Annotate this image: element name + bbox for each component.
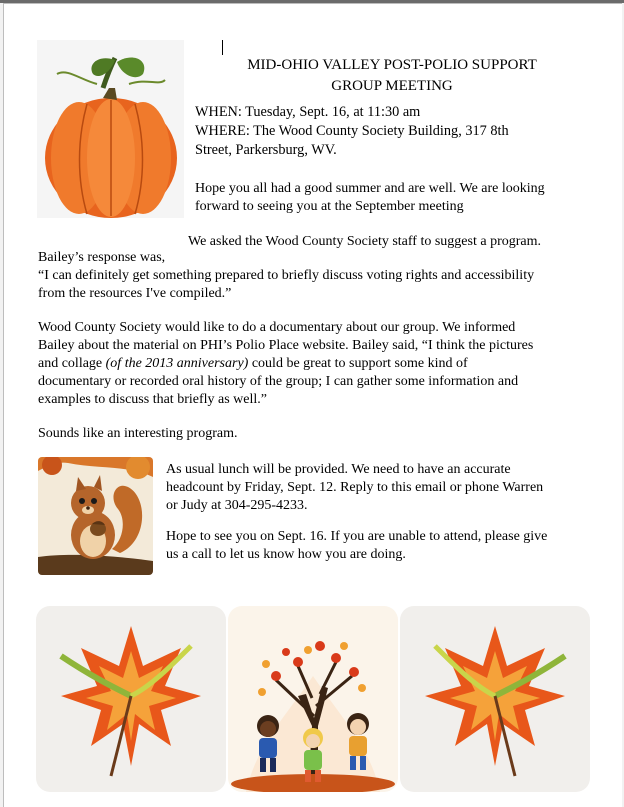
- greeting-line-2: forward to seeing you at the September meeting: [195, 199, 464, 214]
- closing-line-2: us a call to let us know how you are doing.: [166, 547, 406, 562]
- closing-line-1: Hope to see you on Sept. 16. If you are unable to attend, please give: [166, 529, 548, 544]
- documentary-paragraph: [38, 319, 608, 409]
- page-title: [222, 40, 562, 97]
- documentary-line-5: examples to discuss that briefly as well.”: [38, 392, 267, 407]
- squirrel-illustration: [38, 457, 153, 575]
- documentary-line-4: documentary or recorded oral history of the group; I can gather some information and: [38, 374, 519, 389]
- title-line-2: GROUP MEETING: [331, 78, 453, 94]
- response-quote-2: from the resources I've compiled.”: [38, 286, 232, 301]
- documentary-line-2: Bailey about the material on PHI’s Polio Place website. Bailey said, “I think the pictures: [38, 338, 534, 353]
- where-text-1: WHERE: The Wood County Society Building, 317 8th: [195, 123, 509, 139]
- documentary-line-3a: and collage: [38, 356, 106, 371]
- when-text: WHEN: Tuesday, Sept. 16, at 11:30 am: [195, 104, 421, 120]
- pumpkin-illustration: [37, 40, 184, 218]
- documentary-line-1: Wood County Society would like to do a documentary about our group. We informed: [38, 320, 516, 335]
- autumn-banner-illustration: [36, 606, 590, 792]
- program-intro: We asked the Wood County Society staff to suggest a program.: [188, 234, 542, 249]
- title-line-1: MID-OHIO VALLEY POST-POLIO SUPPORT: [247, 57, 537, 73]
- response-quote-1: “I can definitely get something prepared to briefly discuss voting rights and accessibility: [38, 268, 535, 283]
- program-response: [38, 249, 608, 303]
- where-text-2: Street, Parkersburg, WV.: [195, 142, 337, 158]
- documentary-line-3b: could be great to support some kind of: [248, 356, 468, 371]
- documentary-line-3: [38, 355, 608, 373]
- lunch-line-2: headcount by Friday, Sept. 12. Reply to this email or phone Warren: [166, 480, 544, 495]
- meeting-details: [195, 103, 595, 160]
- lunch-line-1: As usual lunch will be provided. We need to have an accurate: [166, 462, 511, 477]
- text-cursor: [222, 40, 223, 55]
- greeting-line-1: Hope you all had a good summer and are well. We are looking: [195, 181, 545, 196]
- lunch-paragraph: [166, 461, 606, 515]
- greeting-paragraph: [195, 180, 605, 216]
- response-lead: Bailey’s response was,: [38, 250, 166, 265]
- closing-paragraph: [166, 528, 606, 564]
- documentary-emphasis: (of the 2013 anniversary): [105, 356, 249, 371]
- interesting-line: Sounds like an interesting program.: [38, 426, 238, 441]
- lunch-line-3: or Judy at 304-295-4233.: [166, 498, 308, 513]
